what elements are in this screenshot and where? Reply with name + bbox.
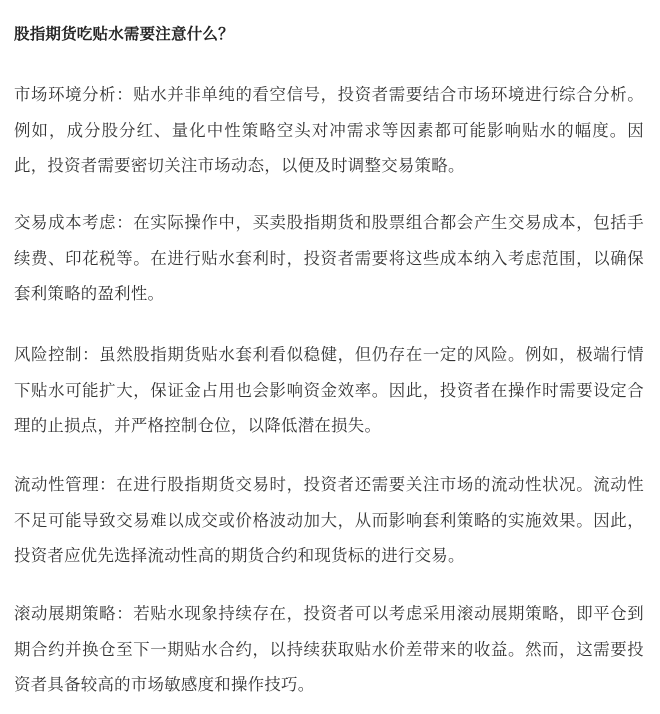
paragraph-risk-control: 风险控制：虽然股指期货贴水套利看似稳健，但仍存在一定的风险。例如，极端行情下贴水可能扩大，保证金占用也会影响资金效率。因此，投资者在操作时需要设定合理的止损点，并严格控制仓位，以降低潜在损失。 [14,345,644,435]
paragraph-market-environment: 市场环境分析：贴水并非单纯的看空信号，投资者需要结合市场环境进行综合分析。例如，成分股分红、量化中性策略空头对冲需求等因素都可能影响贴水的幅度。因此，投资者需要密切关注市场动态，以便及时调整交易策略。 [14,85,644,175]
paragraph-liquidity-management: 流动性管理：在进行股指期货交易时，投资者还需要关注市场的流动性状况。流动性不足可能导致交易难以成交或价格波动加大，从而影响套利策略的实施效果。因此，投资者应优先选择流动性高的期货合约和现货标的进行交易。 [14,475,644,565]
paragraph-rollover-strategy: 滚动展期策略：若贴水现象持续存在，投资者可以考虑采用滚动展期策略，即平仓到期合约并换仓至下一期贴水合约，以持续获取贴水价差带来的收益。然而，这需要投资者具备较高的市场敏感度和操作技巧。 [14,604,644,694]
article-title: 股指期货吃贴水需要注意什么？ [14,25,234,43]
paragraph-transaction-cost: 交易成本考虑：在实际操作中，买卖股指期货和股票组合都会产生交易成本，包括手续费、印花税等。在进行贴水套利时，投资者需要将这些成本纳入考虑范围，以确保套利策略的盈利性。 [14,213,644,303]
